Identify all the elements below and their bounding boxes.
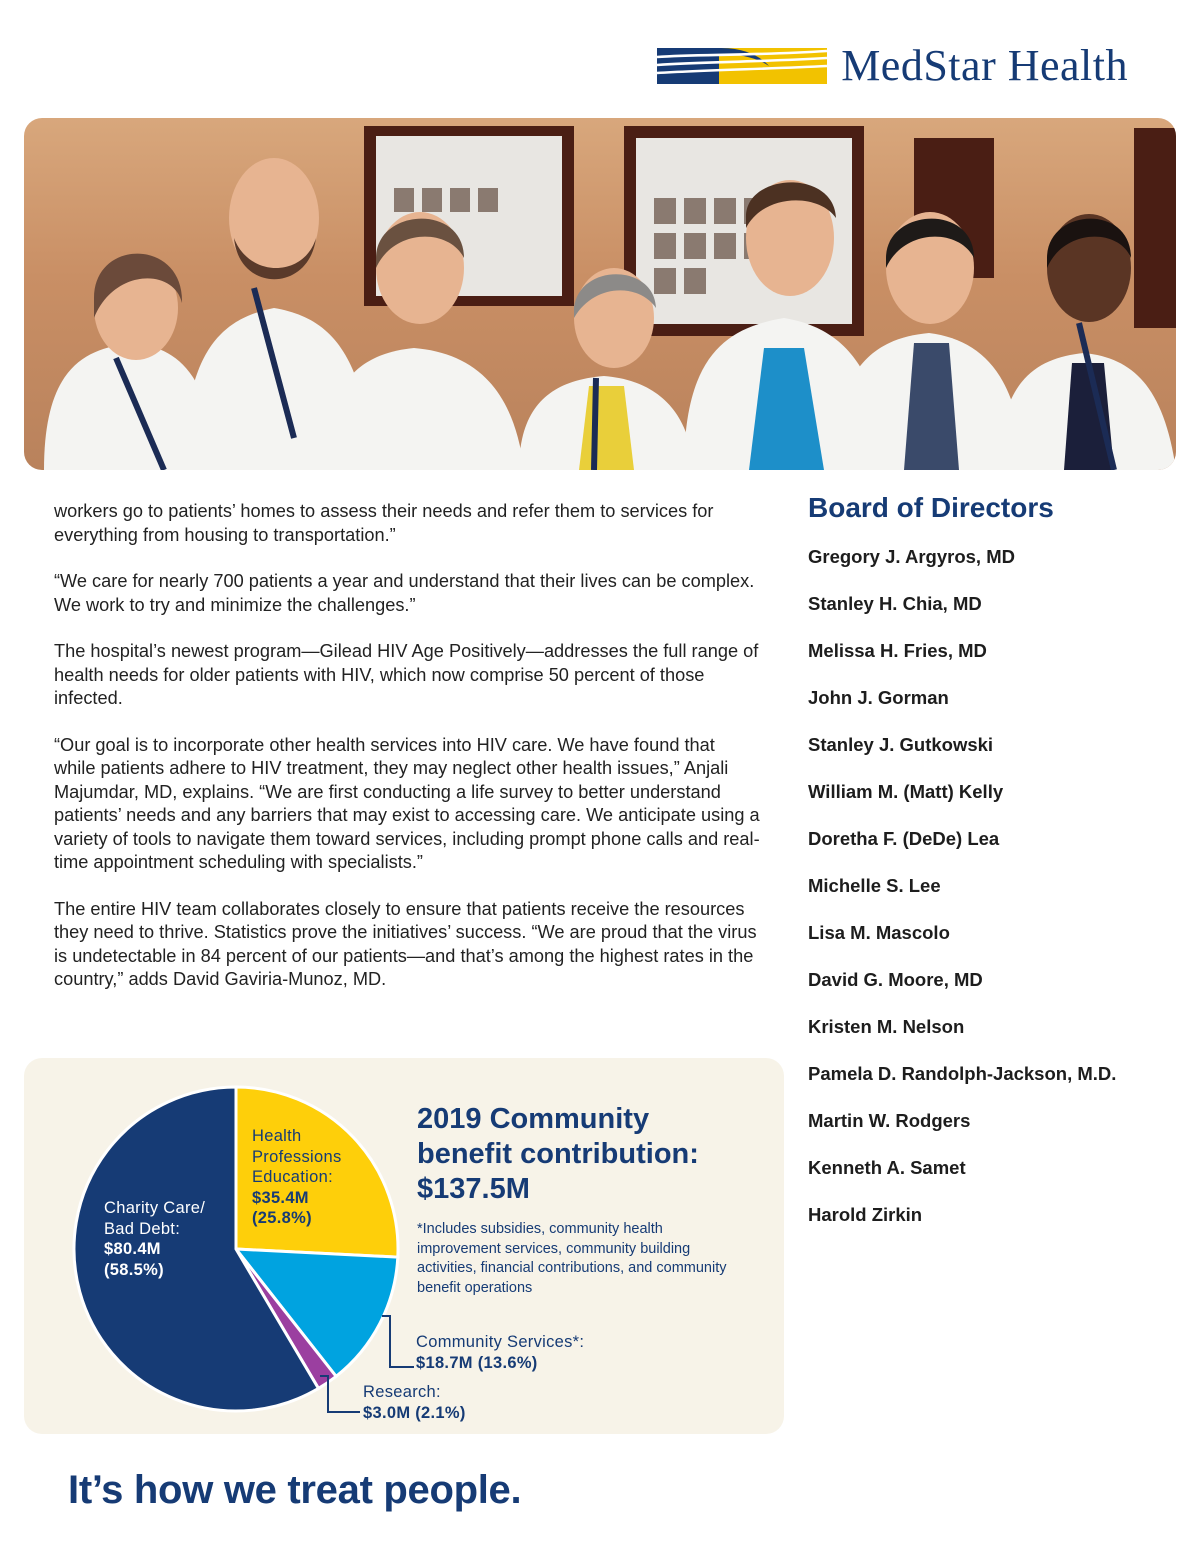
team-photo bbox=[24, 118, 1176, 470]
slice-name: Research: bbox=[363, 1383, 441, 1401]
board-title: Board of Directors bbox=[808, 492, 1054, 523]
board-member: Martin W. Rodgers bbox=[808, 1110, 971, 1131]
slice-name: Community Services*: bbox=[416, 1333, 585, 1351]
slice-amount: $80.4M bbox=[104, 1240, 161, 1258]
slice-name: Education: bbox=[252, 1168, 333, 1186]
board-member: William M. (Matt) Kelly bbox=[808, 781, 1004, 802]
board-member-list bbox=[808, 546, 1188, 1251]
slice-amount: $35.4M bbox=[252, 1188, 309, 1207]
logo-stripes-icon bbox=[657, 48, 827, 84]
slice-name: Professions bbox=[252, 1147, 342, 1166]
board-member: Pamela D. Randolph-Jackson, M.D. bbox=[808, 1063, 1117, 1084]
benefit-heading bbox=[417, 1102, 757, 1207]
board-member: Michelle S. Lee bbox=[808, 875, 941, 896]
tagline: It’s how we treat people. bbox=[68, 1468, 522, 1512]
board-member: John J. Gorman bbox=[808, 687, 949, 708]
community-benefit-card bbox=[24, 1058, 784, 1434]
benefit-heading-line: 2019 Community bbox=[417, 1103, 650, 1135]
charity-care-label bbox=[104, 1198, 244, 1280]
board-member: Stanley H. Chia, MD bbox=[808, 593, 982, 614]
slice-name: Charity Care/ bbox=[104, 1199, 206, 1217]
board-member: Lisa M. Mascolo bbox=[808, 922, 950, 943]
benefit-total: $137.5M bbox=[417, 1173, 530, 1205]
board-member: David G. Moore, MD bbox=[808, 969, 983, 990]
health-education-label bbox=[252, 1126, 382, 1229]
board-member: Harold Zirkin bbox=[808, 1204, 923, 1225]
board-member: Kenneth A. Samet bbox=[808, 1157, 966, 1178]
board-member: Doretha F. (DeDe) Lea bbox=[808, 828, 1000, 849]
board-member: Stanley J. Gutkowski bbox=[808, 734, 994, 755]
article-paragraph: The hospital’s newest program—Gilead HIV Age Positively—addresses the full range of health needs for older patients with HIV, which now comprise 50 percent of those infected. bbox=[54, 641, 759, 708]
research-label bbox=[363, 1382, 563, 1423]
board-member: Melissa H. Fries, MD bbox=[808, 640, 987, 661]
board-member: Kristen M. Nelson bbox=[808, 1016, 965, 1037]
board-of-directors bbox=[808, 490, 1188, 1251]
logo-wordmark: MedStar Health bbox=[841, 41, 1128, 90]
board-member: Gregory J. Argyros, MD bbox=[808, 546, 1015, 567]
benefit-heading-line: benefit contribution: bbox=[417, 1138, 699, 1170]
article-paragraph: “Our goal is to incorporate other health services into HIV care. We have found that while patients adhere to HIV treatment, they may neglect other health issues,” Anjali Majumdar, MD, explains. “We are first conducting a life survey to better understand patients’ needs and any barriers that may exist to accessing care. We anticipate using a variety of tools to navigate them toward services, including prompt phone calls and real-time appointment scheduling with specialists.” bbox=[54, 734, 760, 872]
slice-amount: $3.0M (2.1%) bbox=[363, 1403, 466, 1422]
article-paragraph: “We care for nearly 700 patients a year and understand that their lives can be complex. We work to try and minimize the challenges.” bbox=[54, 571, 755, 615]
slice-amount: $18.7M (13.6%) bbox=[416, 1353, 538, 1372]
medstar-logo bbox=[657, 41, 1128, 90]
slice-name: Bad Debt: bbox=[104, 1219, 181, 1238]
article-paragraph: workers go to patients’ homes to assess their needs and refer them to services for everything from housing to transportation.” bbox=[54, 501, 714, 545]
community-leader-line bbox=[382, 1316, 414, 1367]
article-body bbox=[54, 500, 760, 1015]
group-photo-icon bbox=[24, 118, 1176, 470]
slice-name: Health bbox=[252, 1127, 302, 1145]
slice-percent: (25.8%) bbox=[252, 1209, 312, 1227]
community-services-label bbox=[416, 1332, 676, 1373]
slice-percent: (58.5%) bbox=[104, 1260, 164, 1279]
article-paragraph: The entire HIV team collaborates closely to ensure that patients receive the resources they need to thrive. Statistics prove the initiatives’ success. “We are proud that the virus is undetectable in 84 percent of our patients—and that’s among the highest rates in the country,” adds David Gaviria-Munoz, MD. bbox=[54, 898, 757, 989]
benefit-footnote: *Includes subsidies, community health improvement services, community building activities, financial contributions, and community benefit operations bbox=[417, 1221, 727, 1296]
